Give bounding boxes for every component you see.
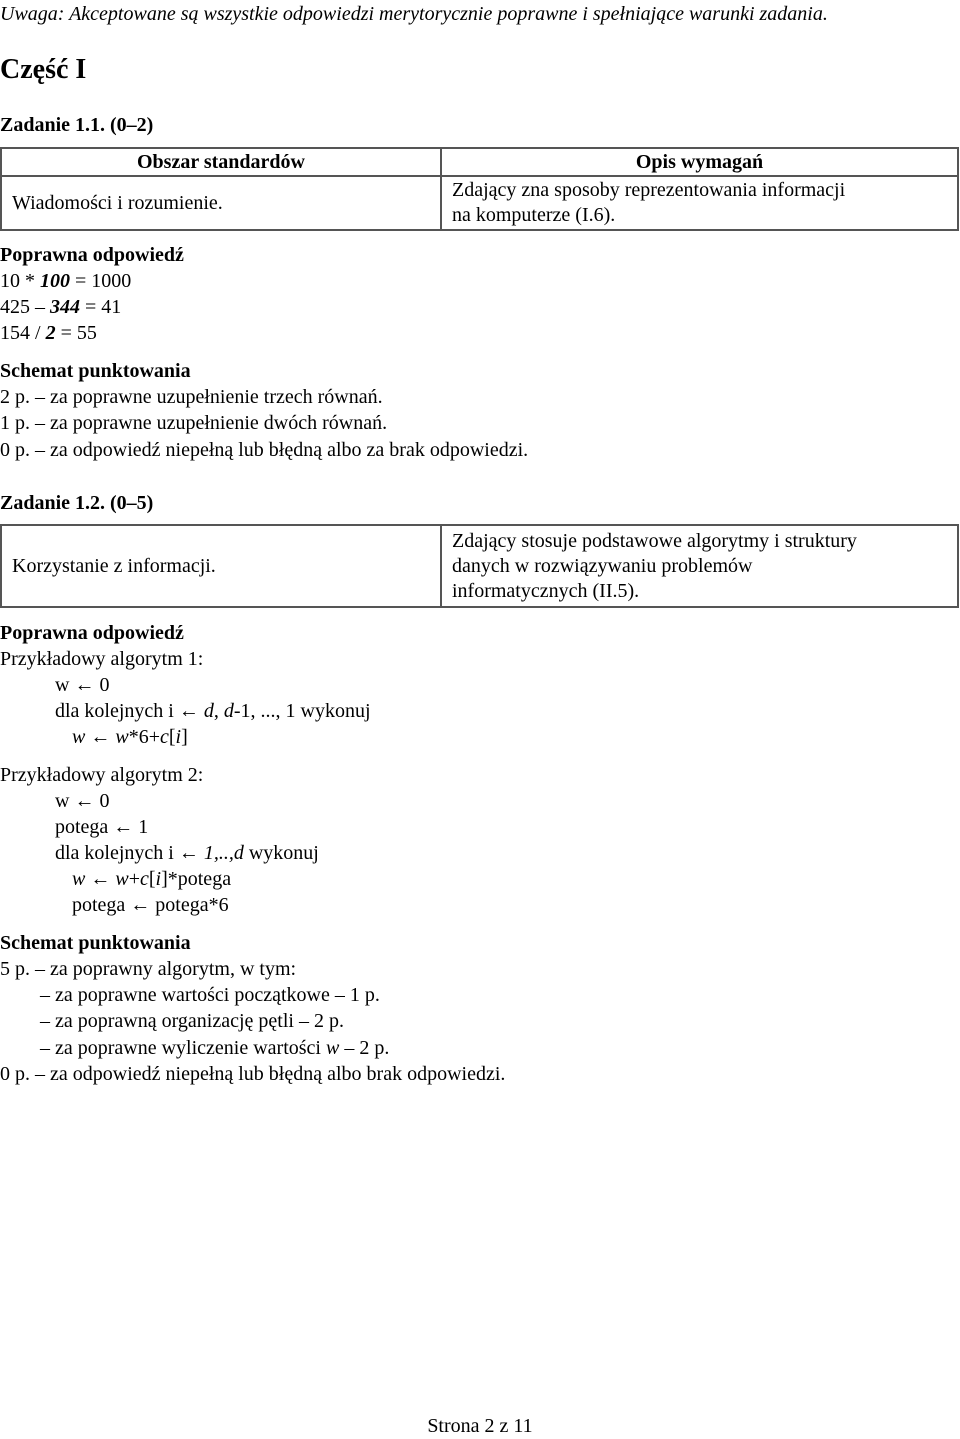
part-title: Część I: [0, 54, 87, 85]
answer-heading: Poprawna odpowiedź: [0, 244, 184, 266]
algorithm-line: dla kolejnych i ← 1,..,d wykonuj: [55, 842, 319, 864]
algorithm-line: dla kolejnych i ← d, d-1, ..., 1 wykonuj: [55, 700, 371, 722]
algorithm-line: w ← w*6+c[i]: [72, 726, 188, 748]
scoring-item: 2 p. – za poprawne uzupełnienie trzech równań.: [0, 386, 383, 408]
page-footer: Strona 2 z 11: [427, 1415, 533, 1437]
requirements-line: Zdający stosuje podstawowe algorytmy i struktury: [452, 529, 857, 552]
scoring-subitem: – za poprawną organizację pętli – 2 p.: [40, 1010, 344, 1032]
task-title: Zadanie 1.1. (0–2): [0, 114, 154, 136]
scoring-item: 0 p. – za odpowiedź niepełną lub błędną albo brak odpowiedzi.: [0, 1063, 506, 1085]
col-header-requirements: Opis wymagań: [441, 148, 958, 176]
standards-table: [0, 147, 959, 231]
area-cell: Wiadomości i rozumienie.: [1, 176, 441, 230]
col-header-area: Obszar standardów: [1, 148, 441, 176]
equation: 425 – 344 = 41: [0, 296, 122, 318]
note: Uwaga: Akceptowane są wszystkie odpowiedzi merytorycznie poprawne i spełniające warunki zadania.: [0, 3, 828, 25]
requirements-line: Zdający zna sposoby reprezentowania informacji: [452, 179, 846, 201]
task-title: Zadanie 1.2. (0–5): [0, 492, 154, 514]
algorithm-title: Przykładowy algorytm 1:: [0, 648, 204, 670]
standards-table: [0, 524, 959, 608]
area-cell: Korzystanie z informacji.: [1, 525, 441, 607]
algorithm-line: potega ← potega*6: [72, 894, 229, 916]
scoring-heading: Schemat punktowania: [0, 360, 191, 382]
requirements-cell: [441, 525, 958, 607]
algorithm-line: w ← 0: [55, 790, 110, 812]
equation: 10 * 100 = 1000: [0, 270, 132, 292]
algorithm-title: Przykładowy algorytm 2:: [0, 764, 204, 786]
scoring-subitem: – za poprawne wartości początkowe – 1 p.: [40, 984, 380, 1006]
scoring-subitem: – za poprawne wyliczenie wartości w – 2 p.: [40, 1037, 390, 1059]
requirements-line: informatycznych (II.5).: [452, 579, 640, 602]
scoring-item: 0 p. – za odpowiedź niepełną lub błędną albo za brak odpowiedzi.: [0, 439, 529, 461]
algorithm-line: w ← w+c[i]*potega: [72, 868, 232, 890]
requirements-line: danych w rozwiązywaniu problemów: [452, 554, 753, 577]
algorithm-line: potega ← 1: [55, 816, 149, 838]
requirements-cell: [441, 176, 958, 230]
algorithm-line: w ← 0: [55, 674, 110, 696]
equation: 154 / 2 = 55: [0, 322, 97, 344]
requirements-line: na komputerze (I.6).: [452, 204, 616, 226]
scoring-item: 5 p. – za poprawny algorytm, w tym:: [0, 958, 297, 980]
answer-heading: Poprawna odpowiedź: [0, 622, 184, 644]
scoring-item: 1 p. – za poprawne uzupełnienie dwóch równań.: [0, 412, 388, 434]
scoring-heading: Schemat punktowania: [0, 932, 191, 954]
